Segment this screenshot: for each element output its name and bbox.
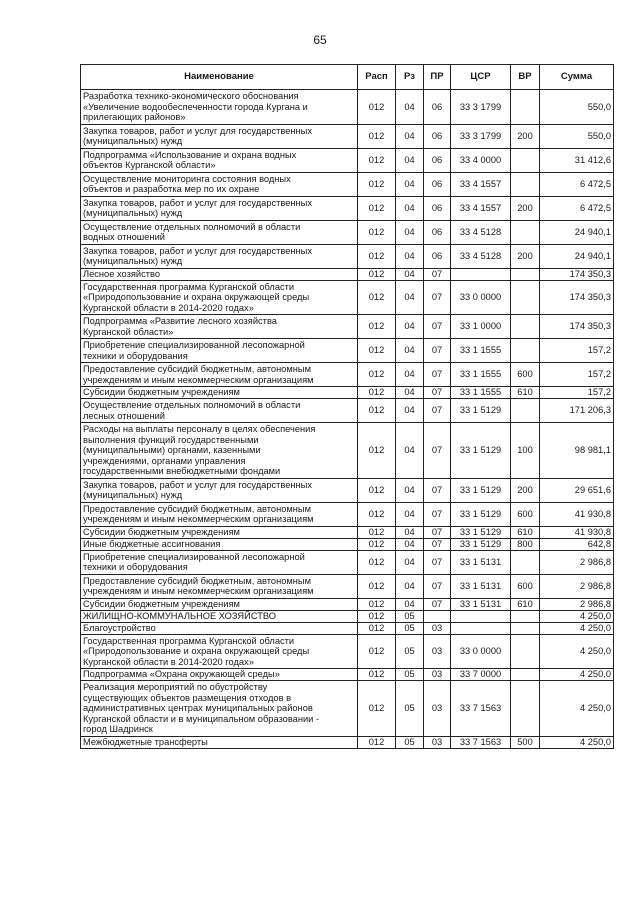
row-vr: 800 — [511, 538, 540, 550]
row-sum: 6 472,5 — [540, 172, 614, 196]
row-name: Осуществление отдельных полномочий в области водных отношений — [81, 220, 358, 244]
table-row — [81, 339, 614, 363]
row-sum: 174 350,3 — [540, 268, 614, 280]
row-name: Расходы на выплаты персоналу в целях обеспечения выполнения функций государственными (муниципальными) органами, казенными учреждениями, органами управления государственными внебюджетными фондами — [81, 423, 358, 479]
row-sum: 41 930,8 — [540, 502, 614, 526]
row-vr — [511, 280, 540, 315]
table-row — [81, 399, 614, 423]
row-csr: 33 1 1555 — [451, 387, 511, 399]
row-sum: 24 940,1 — [540, 220, 614, 244]
header-csr: ЦСР — [451, 65, 511, 90]
row-csr: 33 1 5129 — [451, 399, 511, 423]
row-vr: 200 — [511, 196, 540, 220]
row-sum: 174 350,3 — [540, 315, 614, 339]
row-sum: 174 350,3 — [540, 280, 614, 315]
table-row — [81, 423, 614, 479]
row-csr: 33 1 5129 — [451, 502, 511, 526]
table-row — [81, 550, 614, 574]
table-row — [81, 538, 614, 550]
row-pr: 06 — [424, 90, 451, 125]
row-pr: 03 — [424, 634, 451, 669]
row-name: Предоставление субсидий бюджетным, автономным учреждениям и иным некоммерческим организациям — [81, 574, 358, 598]
row-rz: 04 — [396, 399, 424, 423]
row-csr: 33 1 5131 — [451, 574, 511, 598]
row-name: Реализация мероприятий по обустройству существующих объектов размещения отходов в административных центрах муниципальных районов Курганской области и в муниципальном образовании - город Шадринск — [81, 681, 358, 737]
row-sum: 157,2 — [540, 339, 614, 363]
row-csr: 33 7 1563 — [451, 736, 511, 748]
table-row — [81, 574, 614, 598]
row-name: Предоставление субсидий бюджетным, автономным учреждениям и иным некоммерческим организациям — [81, 363, 358, 387]
table-row — [81, 244, 614, 268]
row-rasp: 012 — [358, 526, 396, 538]
row-rasp: 012 — [358, 172, 396, 196]
row-pr: 07 — [424, 387, 451, 399]
row-csr: 33 4 5128 — [451, 220, 511, 244]
row-rz: 05 — [396, 681, 424, 737]
row-vr — [511, 172, 540, 196]
row-rasp: 012 — [358, 622, 396, 634]
row-sum: 4 250,0 — [540, 634, 614, 669]
row-sum: 98 981,1 — [540, 423, 614, 479]
row-rasp: 012 — [358, 550, 396, 574]
row-rz: 05 — [396, 669, 424, 681]
row-sum: 29 651,6 — [540, 478, 614, 502]
header-name: Наименование — [81, 65, 358, 90]
row-name: Предоставление субсидий бюджетным, автономным учреждениям и иным некоммерческим организациям — [81, 502, 358, 526]
row-rz: 04 — [396, 574, 424, 598]
table-row — [81, 669, 614, 681]
row-csr: 33 4 5128 — [451, 244, 511, 268]
row-rz: 04 — [396, 315, 424, 339]
header-rz: Рз — [396, 65, 424, 90]
row-vr: 610 — [511, 526, 540, 538]
row-rz: 04 — [396, 172, 424, 196]
budget-table — [80, 64, 614, 749]
table-row — [81, 280, 614, 315]
row-rasp: 012 — [358, 196, 396, 220]
row-name: Закупка товаров, работ и услуг для государственных (муниципальных) нужд — [81, 124, 358, 148]
table-row — [81, 598, 614, 610]
row-csr: 33 0 0000 — [451, 280, 511, 315]
row-pr: 07 — [424, 538, 451, 550]
row-pr: 03 — [424, 669, 451, 681]
row-sum: 157,2 — [540, 387, 614, 399]
row-rasp: 012 — [358, 736, 396, 748]
row-csr: 33 1 5131 — [451, 550, 511, 574]
table-header-row — [81, 65, 614, 90]
row-name: Иные бюджетные ассигнования — [81, 538, 358, 550]
row-pr: 07 — [424, 339, 451, 363]
table-row — [81, 634, 614, 669]
row-csr: 33 1 5129 — [451, 478, 511, 502]
row-pr: 06 — [424, 244, 451, 268]
row-sum: 157,2 — [540, 363, 614, 387]
table-row — [81, 268, 614, 280]
table-row — [81, 172, 614, 196]
row-pr: 06 — [424, 124, 451, 148]
row-pr: 07 — [424, 526, 451, 538]
row-vr — [511, 550, 540, 574]
row-vr: 600 — [511, 574, 540, 598]
header-sum: Сумма — [540, 65, 614, 90]
row-rasp: 012 — [358, 220, 396, 244]
row-csr: 33 4 0000 — [451, 148, 511, 172]
row-sum: 4 250,0 — [540, 622, 614, 634]
page-number: 65 — [313, 33, 327, 47]
row-sum: 550,0 — [540, 90, 614, 125]
table-row — [81, 90, 614, 125]
row-csr: 33 1 0000 — [451, 315, 511, 339]
row-rz: 04 — [396, 280, 424, 315]
row-pr: 06 — [424, 148, 451, 172]
row-vr: 600 — [511, 363, 540, 387]
row-name: Государственная программа Курганской области «Природопользование и охрана окружающей среды Курганской области в 2014-2020 годах» — [81, 280, 358, 315]
row-rz: 04 — [396, 478, 424, 502]
row-rz: 04 — [396, 148, 424, 172]
row-rasp: 012 — [358, 478, 396, 502]
table-row — [81, 622, 614, 634]
row-rasp: 012 — [358, 598, 396, 610]
row-rasp: 012 — [358, 148, 396, 172]
table-row — [81, 196, 614, 220]
row-vr: 500 — [511, 736, 540, 748]
row-sum: 24 940,1 — [540, 244, 614, 268]
row-sum: 41 930,8 — [540, 526, 614, 538]
row-csr: 33 1 1555 — [451, 363, 511, 387]
row-name: Осуществление мониторинга состояния водных объектов и разработка мер по их охране — [81, 172, 358, 196]
row-name: Подпрограмма «Охрана окружающей среды» — [81, 669, 358, 681]
row-name: Закупка товаров, работ и услуг для государственных (муниципальных) нужд — [81, 244, 358, 268]
row-csr: 33 4 1557 — [451, 196, 511, 220]
row-vr — [511, 669, 540, 681]
row-csr: 33 7 0000 — [451, 669, 511, 681]
row-rz: 04 — [396, 220, 424, 244]
row-csr — [451, 622, 511, 634]
row-rz: 04 — [396, 526, 424, 538]
row-rasp: 012 — [358, 681, 396, 737]
table-row — [81, 315, 614, 339]
row-rz: 04 — [396, 423, 424, 479]
row-csr: 33 1 5129 — [451, 538, 511, 550]
row-pr: 07 — [424, 550, 451, 574]
row-vr — [511, 220, 540, 244]
row-name: ЖИЛИЩНО-КОММУНАЛЬНОЕ ХОЗЯЙСТВО — [81, 610, 358, 622]
row-csr: 33 1 5129 — [451, 526, 511, 538]
row-sum: 2 986,8 — [540, 598, 614, 610]
row-rasp: 012 — [358, 399, 396, 423]
row-rasp: 012 — [358, 244, 396, 268]
table-row — [81, 363, 614, 387]
row-rz: 04 — [396, 244, 424, 268]
row-vr — [511, 399, 540, 423]
row-vr — [511, 634, 540, 669]
row-pr — [424, 610, 451, 622]
row-sum: 2 986,8 — [540, 550, 614, 574]
row-name: Приобретение специализированной лесопожарной техники и оборудования — [81, 550, 358, 574]
row-rz: 04 — [396, 387, 424, 399]
row-pr: 07 — [424, 574, 451, 598]
row-vr: 200 — [511, 124, 540, 148]
row-rz: 04 — [396, 90, 424, 125]
row-rasp: 012 — [358, 634, 396, 669]
row-rz: 04 — [396, 124, 424, 148]
table-row — [81, 124, 614, 148]
row-sum: 31 412,6 — [540, 148, 614, 172]
row-name: Межбюджетные трансферты — [81, 736, 358, 748]
row-pr: 03 — [424, 622, 451, 634]
row-vr: 100 — [511, 423, 540, 479]
row-pr: 07 — [424, 502, 451, 526]
row-pr: 07 — [424, 598, 451, 610]
row-name: Закупка товаров, работ и услуг для государственных (муниципальных) нужд — [81, 478, 358, 502]
table-row — [81, 736, 614, 748]
row-vr — [511, 268, 540, 280]
row-name: Субсидии бюджетным учреждениям — [81, 387, 358, 399]
row-sum: 4 250,0 — [540, 669, 614, 681]
row-vr: 200 — [511, 478, 540, 502]
row-name: Разработка технико-экономического обоснования «Увеличение водообеспеченности города Кургана и прилегающих районов» — [81, 90, 358, 125]
row-csr: 33 1 5131 — [451, 598, 511, 610]
header-vr: ВР — [511, 65, 540, 90]
row-pr: 07 — [424, 363, 451, 387]
row-rz: 04 — [396, 598, 424, 610]
row-rasp: 012 — [358, 339, 396, 363]
row-vr — [511, 315, 540, 339]
row-sum: 550,0 — [540, 124, 614, 148]
row-name: Подпрограмма «Развитие лесного хозяйства Курганской области» — [81, 315, 358, 339]
row-vr — [511, 610, 540, 622]
row-csr: 33 4 1557 — [451, 172, 511, 196]
row-csr: 33 7 1563 — [451, 681, 511, 737]
row-csr — [451, 268, 511, 280]
table-body — [81, 90, 614, 749]
row-rasp: 012 — [358, 268, 396, 280]
row-vr — [511, 148, 540, 172]
row-vr: 610 — [511, 598, 540, 610]
row-rz: 04 — [396, 502, 424, 526]
row-sum: 4 250,0 — [540, 681, 614, 737]
row-sum: 4 250,0 — [540, 610, 614, 622]
row-rz: 04 — [396, 550, 424, 574]
row-rz: 04 — [396, 538, 424, 550]
row-name: Закупка товаров, работ и услуг для государственных (муниципальных) нужд — [81, 196, 358, 220]
row-name: Осуществление отдельных полномочий в области лесных отношений — [81, 399, 358, 423]
row-sum: 2 986,8 — [540, 574, 614, 598]
row-pr: 06 — [424, 196, 451, 220]
row-vr — [511, 90, 540, 125]
row-sum: 4 250,0 — [540, 736, 614, 748]
row-pr: 03 — [424, 736, 451, 748]
row-pr: 07 — [424, 423, 451, 479]
row-rasp: 012 — [358, 538, 396, 550]
row-sum: 6 472,5 — [540, 196, 614, 220]
row-rasp: 012 — [358, 315, 396, 339]
row-csr — [451, 610, 511, 622]
row-rz: 04 — [396, 196, 424, 220]
table-row — [81, 220, 614, 244]
row-name: Приобретение специализированной лесопожарной техники и оборудования — [81, 339, 358, 363]
row-rz: 04 — [396, 363, 424, 387]
row-name: Субсидии бюджетным учреждениям — [81, 526, 358, 538]
row-csr: 33 1 1555 — [451, 339, 511, 363]
row-pr: 07 — [424, 280, 451, 315]
row-rz: 05 — [396, 634, 424, 669]
table-row — [81, 387, 614, 399]
row-rasp: 012 — [358, 90, 396, 125]
row-pr: 06 — [424, 172, 451, 196]
row-pr: 07 — [424, 315, 451, 339]
row-pr: 06 — [424, 220, 451, 244]
row-rasp: 012 — [358, 669, 396, 681]
row-rz: 05 — [396, 622, 424, 634]
row-vr — [511, 622, 540, 634]
table-row — [81, 526, 614, 538]
row-csr: 33 0 0000 — [451, 634, 511, 669]
row-name: Лесное хозяйство — [81, 268, 358, 280]
row-rz: 05 — [396, 736, 424, 748]
row-rasp: 012 — [358, 363, 396, 387]
row-rasp: 012 — [358, 280, 396, 315]
row-pr: 07 — [424, 478, 451, 502]
table-row — [81, 610, 614, 622]
row-rasp: 012 — [358, 423, 396, 479]
row-rz: 04 — [396, 268, 424, 280]
row-pr: 07 — [424, 399, 451, 423]
row-name: Благоустройство — [81, 622, 358, 634]
header-pr: ПР — [424, 65, 451, 90]
row-vr: 200 — [511, 244, 540, 268]
row-sum: 171 206,3 — [540, 399, 614, 423]
row-csr: 33 3 1799 — [451, 90, 511, 125]
header-rasp: Расп — [358, 65, 396, 90]
row-vr — [511, 339, 540, 363]
row-pr: 07 — [424, 268, 451, 280]
row-vr: 600 — [511, 502, 540, 526]
row-rasp: 012 — [358, 574, 396, 598]
table-row — [81, 502, 614, 526]
row-csr: 33 1 5129 — [451, 423, 511, 479]
row-rz: 04 — [396, 339, 424, 363]
row-vr — [511, 681, 540, 737]
row-name: Подпрограмма «Использование и охрана водных объектов Курганской области» — [81, 148, 358, 172]
row-rz: 05 — [396, 610, 424, 622]
row-rasp: 012 — [358, 387, 396, 399]
row-csr: 33 3 1799 — [451, 124, 511, 148]
table-row — [81, 478, 614, 502]
row-rasp: 012 — [358, 610, 396, 622]
table-row — [81, 681, 614, 737]
row-name: Государственная программа Курганской области «Природопользование и охрана окружающей среды Курганской области в 2014-2020 годах» — [81, 634, 358, 669]
row-vr: 610 — [511, 387, 540, 399]
row-name: Субсидии бюджетным учреждениям — [81, 598, 358, 610]
row-rasp: 012 — [358, 124, 396, 148]
row-pr: 03 — [424, 681, 451, 737]
row-rasp: 012 — [358, 502, 396, 526]
table-row — [81, 148, 614, 172]
row-sum: 642,8 — [540, 538, 614, 550]
